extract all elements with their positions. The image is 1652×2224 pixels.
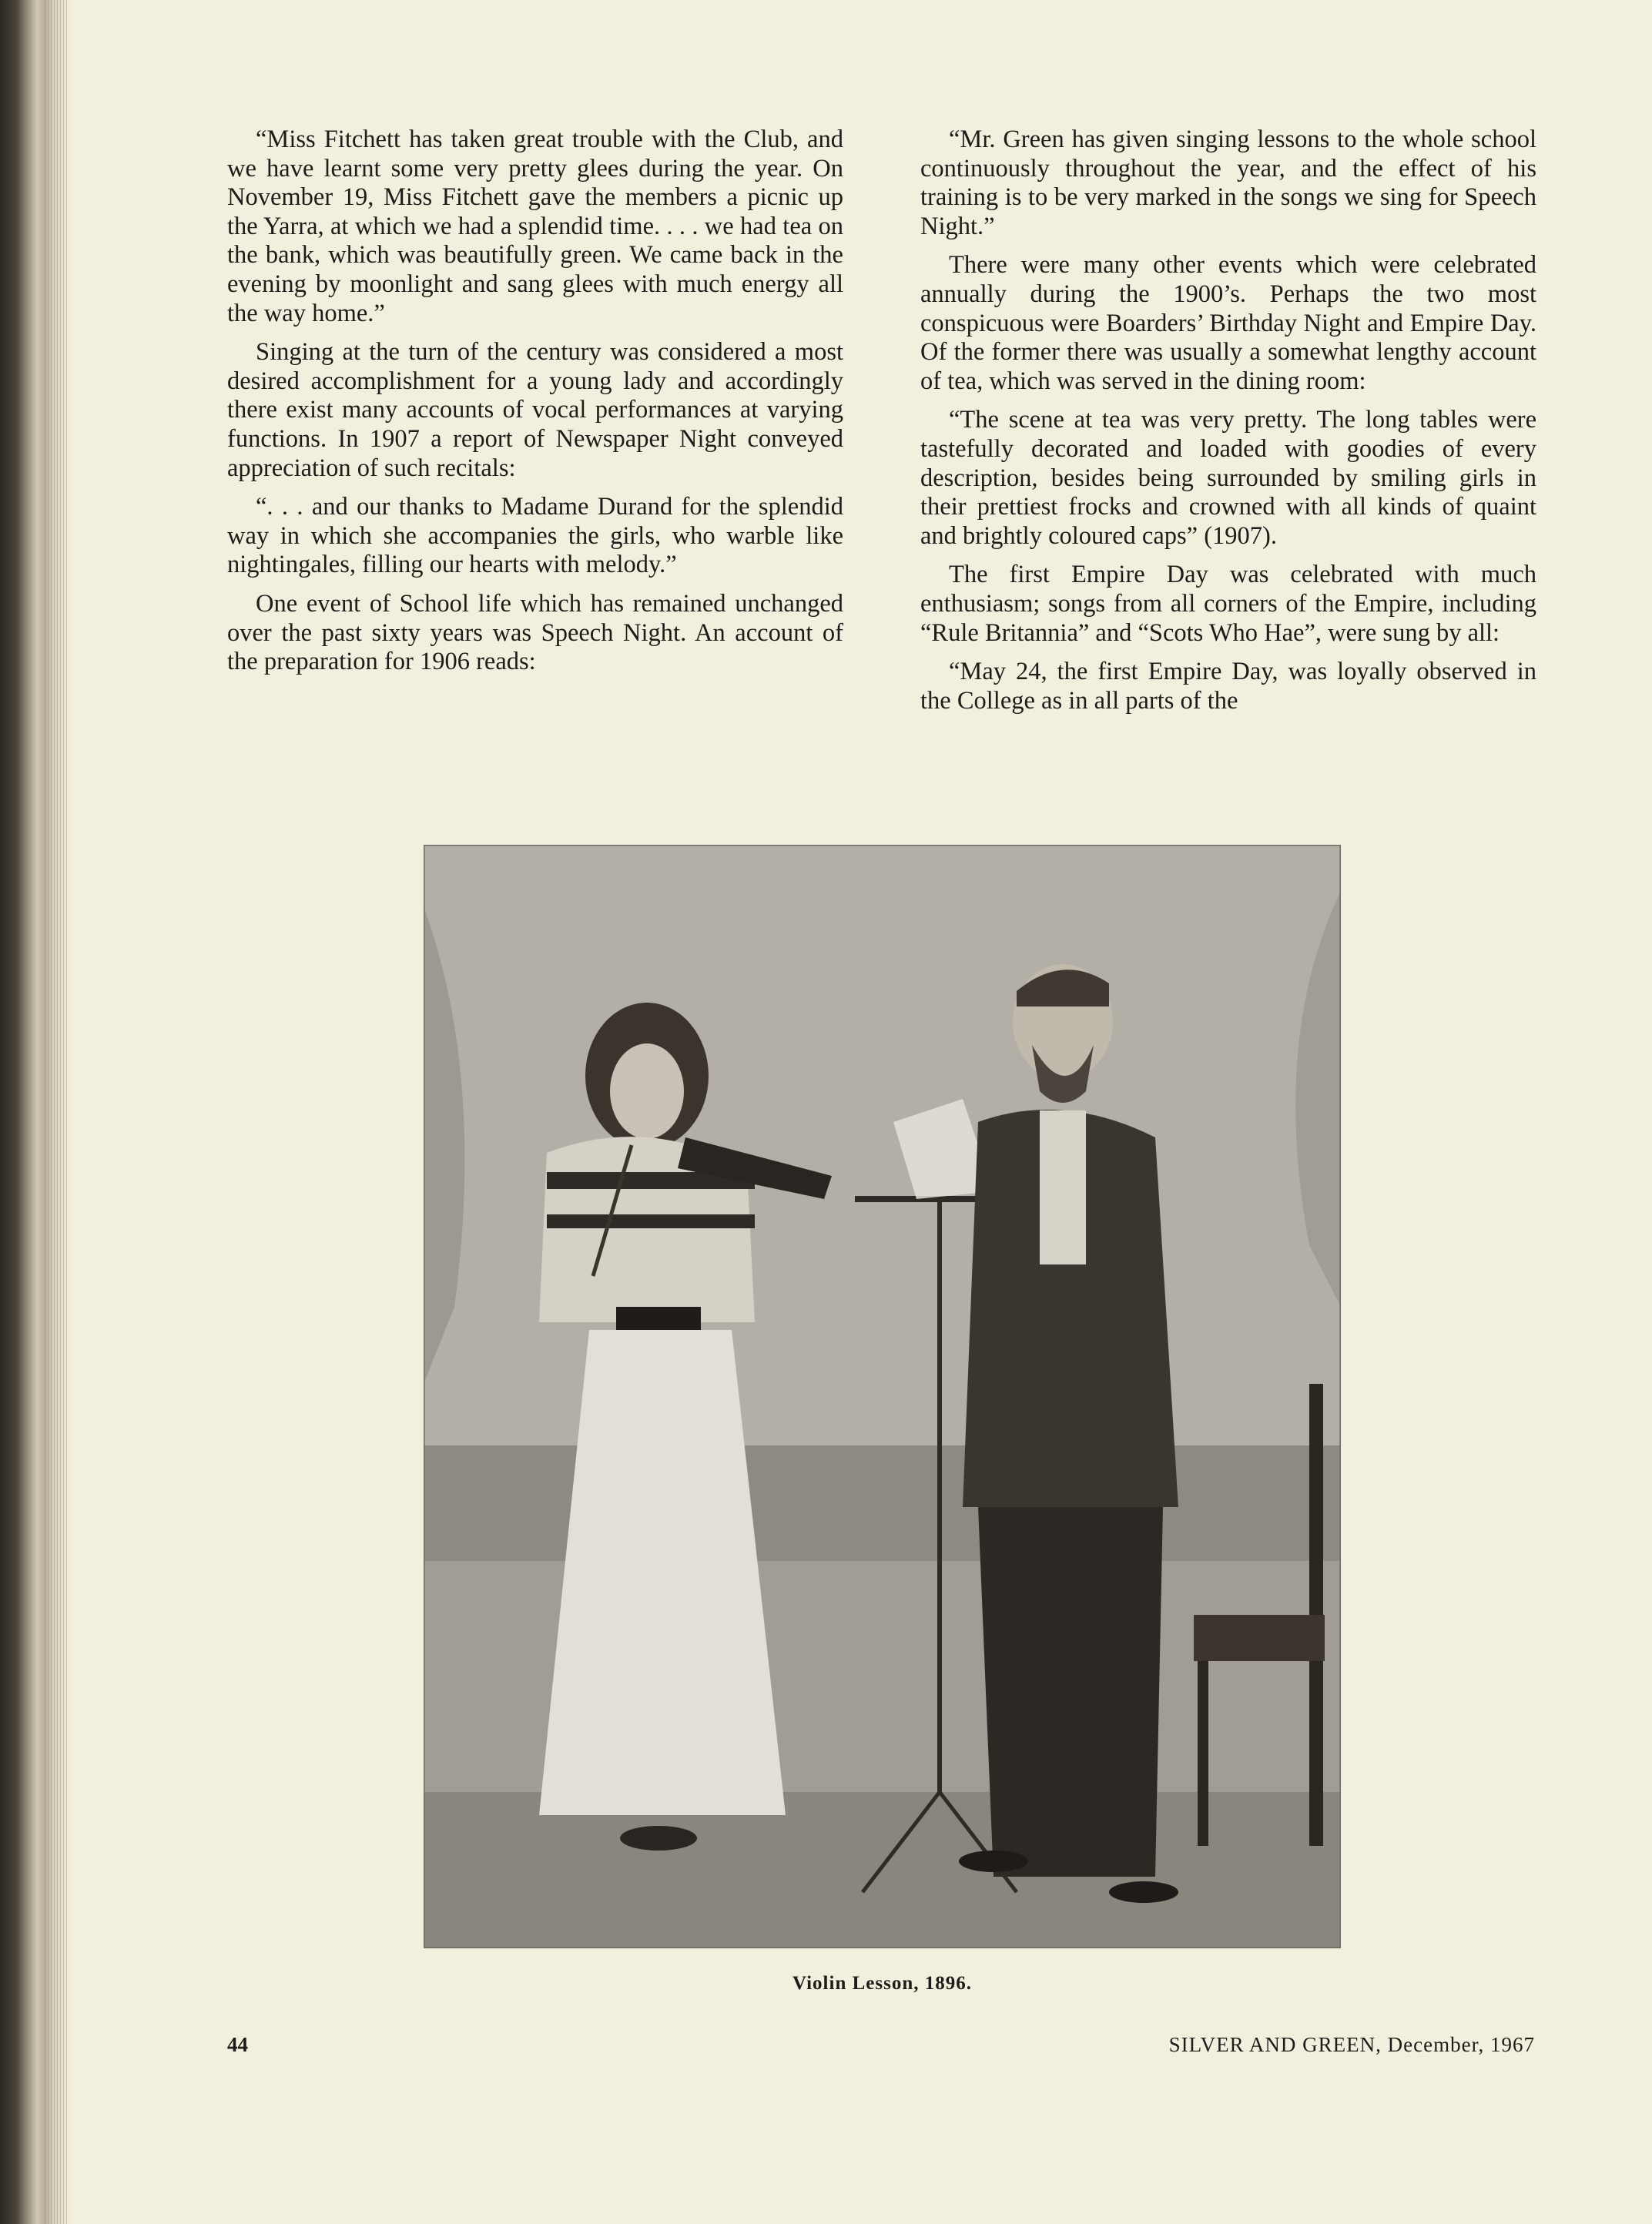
running-footer: SILVER AND GREEN, December, 1967: [1168, 2033, 1535, 2056]
violin-lesson-photograph: [424, 845, 1341, 1948]
right-text-column: [920, 126, 1536, 725]
paragraph: There were many other events which were celebrated annually during the 1900’s. Perhaps the two most conspicuous were Boarders’ Birthday Night and Empire Day. Of the former there was usually a somewhat lengthy account of tea, which was served in the dining room:: [920, 251, 1536, 395]
paragraph: “Mr. Green has given singing lessons to the whole school continuously throughout the year, and the effect of his training is to be very marked in the songs we sing for Speech Night.”: [920, 126, 1536, 240]
photo-caption: Violin Lesson, 1896.: [792, 1973, 972, 1994]
paragraph: Singing at the turn of the century was considered a most desired accomplishment for a young lady and accordingly there exist many accounts of vocal performances at varying functions. In 1907 a report of Newspaper Night conveyed appreciation of such recitals:: [227, 338, 843, 482]
page-stack-edge: [45, 0, 68, 2224]
paragraph: “. . . and our thanks to Madame Durand for the splendid way in which she accompanies the girls, who warble like nightingales, filling our hearts with melody.”: [227, 493, 843, 579]
paragraph: “Miss Fitchett has taken great trouble with the Club, and we have learnt some very pretty glees during the year. On November 19, Miss Fitchett gave the members a picnic up the Yarra, at which we had a splendid time. . . . we had tea on the bank, which was beautifully green. We came back in the evening by moonlight and sang glees with much energy all the way home.”: [227, 126, 843, 327]
paragraph: One event of School life which has remained unchanged over the past sixty years was Speech Night. An account of the preparation for 1906 reads:: [227, 589, 843, 676]
page-number: 44: [227, 2033, 248, 2056]
left-text-column: [227, 126, 843, 687]
paragraph: “May 24, the first Empire Day, was loyally observed in the College as in all parts of the: [920, 658, 1536, 715]
paragraph: The first Empire Day was celebrated with much enthusiasm; songs from all corners of the Empire, including “Rule Britannia” and “Scots Who Hae”, were sung by all:: [920, 561, 1536, 647]
photograph-illustration: [424, 845, 1341, 1948]
paragraph: “The scene at tea was very pretty. The long tables were tastefully decorated and loaded with goodies of every description, besides being surrounded by smiling girls in their prettiest frocks and crowned with all kinds of quaint and brightly coloured caps” (1907).: [920, 406, 1536, 550]
